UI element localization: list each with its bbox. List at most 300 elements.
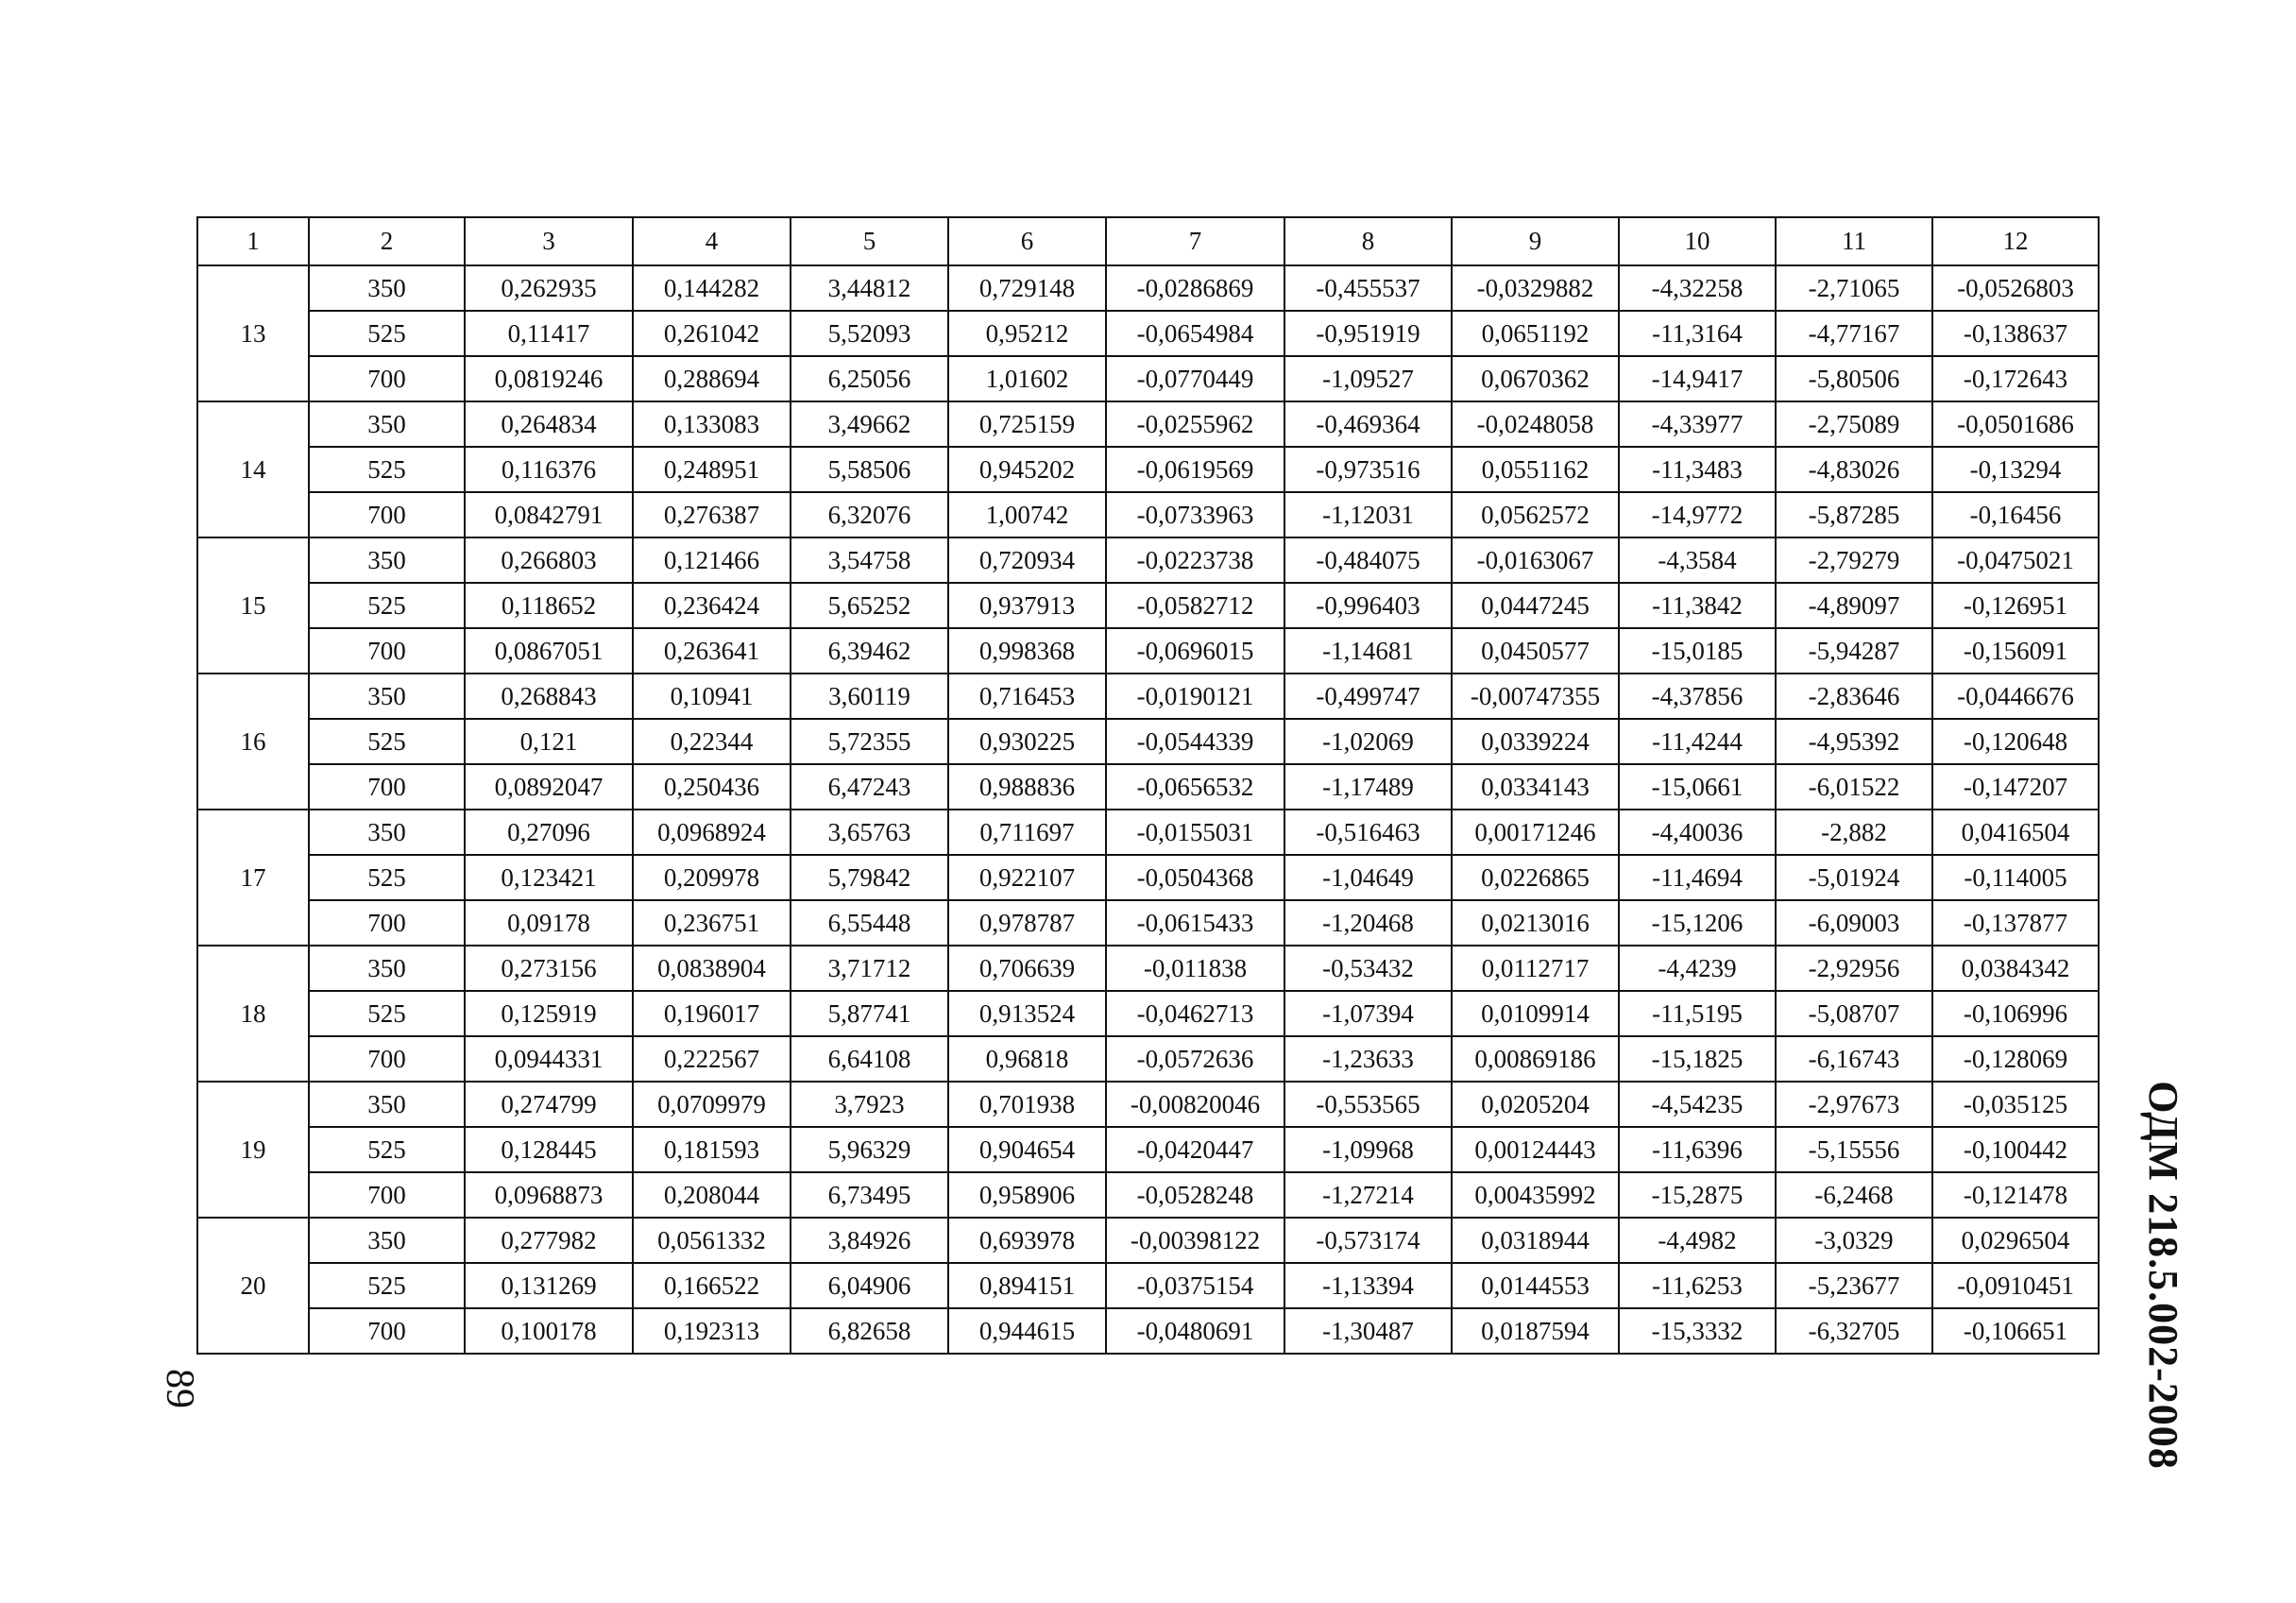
table-cell: 0,11417 [465, 311, 633, 356]
column-header: 3 [465, 217, 633, 265]
table-cell: -4,32258 [1619, 265, 1776, 311]
table-cell: -0,128069 [1932, 1036, 2099, 1082]
table-cell: -1,13394 [1284, 1263, 1452, 1308]
table-cell: -0,0528248 [1106, 1172, 1284, 1218]
table-cell: -0,499747 [1284, 674, 1452, 719]
table-cell: 0,0551162 [1452, 447, 1619, 492]
row-parameter-cell: 525 [309, 1127, 465, 1172]
table-row [197, 1082, 2099, 1127]
table-cell: -15,0661 [1619, 764, 1776, 810]
table-cell: -2,882 [1776, 810, 1932, 855]
table-cell: -14,9772 [1619, 492, 1776, 537]
column-header: 12 [1932, 217, 2099, 265]
table-cell: -0,573174 [1284, 1218, 1452, 1263]
table-cell: -0,00747355 [1452, 674, 1619, 719]
table-cell: -5,15556 [1776, 1127, 1932, 1172]
table-row [197, 265, 2099, 311]
row-parameter-cell: 700 [309, 356, 465, 401]
group-number-cell: 18 [197, 946, 309, 1082]
table-cell: 0,209978 [633, 855, 791, 900]
table-cell: 0,725159 [948, 401, 1106, 447]
table-cell: -0,0329882 [1452, 265, 1619, 311]
table-cell: 0,196017 [633, 991, 791, 1036]
table-cell: -0,011838 [1106, 946, 1284, 991]
table-cell: 0,0562572 [1452, 492, 1619, 537]
table-cell: 0,711697 [948, 810, 1106, 855]
table-cell: -0,0480691 [1106, 1308, 1284, 1354]
table-cell: -5,80506 [1776, 356, 1932, 401]
column-header: 7 [1106, 217, 1284, 265]
table-cell: -5,87285 [1776, 492, 1932, 537]
table-cell: -15,2875 [1619, 1172, 1776, 1218]
table-cell: 0,930225 [948, 719, 1106, 764]
table-row [197, 719, 2099, 764]
table-row [197, 311, 2099, 356]
table-cell: 0,236424 [633, 583, 791, 628]
table-cell: 0,958906 [948, 1172, 1106, 1218]
table-cell: 3,44812 [791, 265, 948, 311]
table-cell: 0,123421 [465, 855, 633, 900]
table-cell: 3,65763 [791, 810, 948, 855]
table-cell: 6,25056 [791, 356, 948, 401]
document-code: ОДМ 218.5.002-2008 [2140, 1081, 2186, 1470]
table-cell: -0,553565 [1284, 1082, 1452, 1127]
table-cell: -11,4694 [1619, 855, 1776, 900]
table-body [197, 217, 2099, 1354]
table-cell: 0,0318944 [1452, 1218, 1619, 1263]
table-cell: -6,32705 [1776, 1308, 1932, 1354]
table-cell: 0,95212 [948, 311, 1106, 356]
table-cell: 0,100178 [465, 1308, 633, 1354]
column-header: 11 [1776, 217, 1932, 265]
table-cell: 0,0819246 [465, 356, 633, 401]
table-cell: 0,922107 [948, 855, 1106, 900]
table-cell: 0,125919 [465, 991, 633, 1036]
table-cell: 0,22344 [633, 719, 791, 764]
table-cell: 0,706639 [948, 946, 1106, 991]
table-cell: 3,60119 [791, 674, 948, 719]
row-parameter-cell: 700 [309, 900, 465, 946]
table-cell: -0,951919 [1284, 311, 1452, 356]
page-number: 89 [158, 1369, 201, 1408]
table-cell: -1,02069 [1284, 719, 1452, 764]
table-cell: 0,988836 [948, 764, 1106, 810]
table-cell: 6,73495 [791, 1172, 948, 1218]
table-row [197, 900, 2099, 946]
table-cell: 0,0112717 [1452, 946, 1619, 991]
table-cell: -1,17489 [1284, 764, 1452, 810]
table-row [197, 991, 2099, 1036]
row-parameter-cell: 525 [309, 991, 465, 1036]
table-cell: -0,114005 [1932, 855, 2099, 900]
table-cell: -15,1206 [1619, 900, 1776, 946]
table-cell: 0,0670362 [1452, 356, 1619, 401]
group-number-cell: 14 [197, 401, 309, 537]
table-cell: 0,27096 [465, 810, 633, 855]
table-cell: 0,0144553 [1452, 1263, 1619, 1308]
table-cell: 0,0447245 [1452, 583, 1619, 628]
table-cell: -4,4239 [1619, 946, 1776, 991]
table-cell: -11,6396 [1619, 1127, 1776, 1172]
table-cell: 0,0205204 [1452, 1082, 1619, 1127]
table-cell: -4,95392 [1776, 719, 1932, 764]
table-row [197, 447, 2099, 492]
table-cell: 1,00742 [948, 492, 1106, 537]
table-cell: 0,0867051 [465, 628, 633, 674]
table-cell: -1,30487 [1284, 1308, 1452, 1354]
table-cell: 0,945202 [948, 447, 1106, 492]
group-number-cell: 15 [197, 537, 309, 674]
row-parameter-cell: 525 [309, 311, 465, 356]
table-cell: -4,33977 [1619, 401, 1776, 447]
table-cell: -14,9417 [1619, 356, 1776, 401]
table-cell: -0,516463 [1284, 810, 1452, 855]
table-cell: -4,89097 [1776, 583, 1932, 628]
table-cell: -15,1825 [1619, 1036, 1776, 1082]
table-cell: -0,156091 [1932, 628, 2099, 674]
table-cell: 0,261042 [633, 311, 791, 356]
table-cell: 0,0561332 [633, 1218, 791, 1263]
row-parameter-cell: 350 [309, 810, 465, 855]
table-cell: 5,72355 [791, 719, 948, 764]
table-cell: 0,262935 [465, 265, 633, 311]
group-number-cell: 19 [197, 1082, 309, 1218]
table-cell: 0,00124443 [1452, 1127, 1619, 1172]
row-parameter-cell: 700 [309, 1036, 465, 1082]
table-cell: -4,3584 [1619, 537, 1776, 583]
table-row [197, 537, 2099, 583]
table-cell: -6,2468 [1776, 1172, 1932, 1218]
table-cell: -0,0420447 [1106, 1127, 1284, 1172]
table-cell: -0,138637 [1932, 311, 2099, 356]
table-cell: -0,0656532 [1106, 764, 1284, 810]
table-cell: 0,913524 [948, 991, 1106, 1036]
table-cell: 0,0450577 [1452, 628, 1619, 674]
row-parameter-cell: 350 [309, 265, 465, 311]
table-cell: 3,7923 [791, 1082, 948, 1127]
table-row [197, 1263, 2099, 1308]
table-row [197, 583, 2099, 628]
table-cell: -11,5195 [1619, 991, 1776, 1036]
table-cell: -2,92956 [1776, 946, 1932, 991]
table-cell: -11,4244 [1619, 719, 1776, 764]
table-cell: -0,035125 [1932, 1082, 2099, 1127]
table-cell: -0,121478 [1932, 1172, 2099, 1218]
table-cell: 0,0944331 [465, 1036, 633, 1082]
table-cell: 0,998368 [948, 628, 1106, 674]
table-cell: 3,54758 [791, 537, 948, 583]
table-cell: 0,208044 [633, 1172, 791, 1218]
table-cell: 0,716453 [948, 674, 1106, 719]
table-cell: 0,118652 [465, 583, 633, 628]
table-cell: 0,0842791 [465, 492, 633, 537]
table-cell: -0,455537 [1284, 265, 1452, 311]
table-cell: -0,973516 [1284, 447, 1452, 492]
table-cell: 0,0109914 [1452, 991, 1619, 1036]
table-cell: -0,53432 [1284, 946, 1452, 991]
table-cell: 0,0968924 [633, 810, 791, 855]
group-number-cell: 20 [197, 1218, 309, 1354]
table-cell: 0,274799 [465, 1082, 633, 1127]
table-cell: 0,0838904 [633, 946, 791, 991]
table-cell: 0,729148 [948, 265, 1106, 311]
table-cell: 0,266803 [465, 537, 633, 583]
table-cell: 0,192313 [633, 1308, 791, 1354]
table-cell: -0,0248058 [1452, 401, 1619, 447]
table-cell: 0,904654 [948, 1127, 1106, 1172]
table-cell: -5,23677 [1776, 1263, 1932, 1308]
table-cell: 0,276387 [633, 492, 791, 537]
table-cell: -2,75089 [1776, 401, 1932, 447]
table-cell: 6,39462 [791, 628, 948, 674]
table-cell: -1,04649 [1284, 855, 1452, 900]
table-cell: -0,106996 [1932, 991, 2099, 1036]
table-row [197, 946, 2099, 991]
table-cell: 1,01602 [948, 356, 1106, 401]
table-cell: 5,65252 [791, 583, 948, 628]
table-cell: -0,106651 [1932, 1308, 2099, 1354]
column-header: 8 [1284, 217, 1452, 265]
table-cell: -0,00820046 [1106, 1082, 1284, 1127]
table-cell: -0,147207 [1932, 764, 2099, 810]
table-cell: -2,79279 [1776, 537, 1932, 583]
table-cell: -0,0155031 [1106, 810, 1284, 855]
table-cell: -0,0910451 [1932, 1263, 2099, 1308]
table-cell: -0,0544339 [1106, 719, 1284, 764]
table-cell: -4,83026 [1776, 447, 1932, 492]
table-cell: -0,0654984 [1106, 311, 1284, 356]
table-cell: -0,0619569 [1106, 447, 1284, 492]
table-cell: 0,720934 [948, 537, 1106, 583]
table-cell: 0,166522 [633, 1263, 791, 1308]
data-table [196, 216, 2100, 1355]
table-cell: 0,263641 [633, 628, 791, 674]
table-row [197, 401, 2099, 447]
table-cell: 0,0296504 [1932, 1218, 2099, 1263]
table-cell: 0,248951 [633, 447, 791, 492]
table-cell: 6,82658 [791, 1308, 948, 1354]
table-cell: -0,0526803 [1932, 265, 2099, 311]
table-row [197, 674, 2099, 719]
table-cell: 0,121466 [633, 537, 791, 583]
table-cell: -0,126951 [1932, 583, 2099, 628]
row-parameter-cell: 700 [309, 1308, 465, 1354]
table-cell: 0,937913 [948, 583, 1106, 628]
table-row [197, 855, 2099, 900]
table-cell: -0,0733963 [1106, 492, 1284, 537]
table-cell: 0,0416504 [1932, 810, 2099, 855]
table-cell: -0,16456 [1932, 492, 2099, 537]
row-parameter-cell: 525 [309, 447, 465, 492]
table-cell: -0,0615433 [1106, 900, 1284, 946]
table-cell: -15,0185 [1619, 628, 1776, 674]
table-cell: 6,32076 [791, 492, 948, 537]
table-cell: -4,37856 [1619, 674, 1776, 719]
table-row [197, 810, 2099, 855]
table-cell: -6,01522 [1776, 764, 1932, 810]
table-cell: 0,693978 [948, 1218, 1106, 1263]
table-cell: -1,09527 [1284, 356, 1452, 401]
table-cell: 0,116376 [465, 447, 633, 492]
table-row [197, 1036, 2099, 1082]
table-cell: -0,0223738 [1106, 537, 1284, 583]
table-cell: -1,23633 [1284, 1036, 1452, 1082]
table-cell: -0,13294 [1932, 447, 2099, 492]
row-parameter-cell: 350 [309, 537, 465, 583]
table-cell: 0,236751 [633, 900, 791, 946]
table-cell: 0,250436 [633, 764, 791, 810]
table-cell: 5,52093 [791, 311, 948, 356]
table-cell: 0,273156 [465, 946, 633, 991]
table-cell: 0,09178 [465, 900, 633, 946]
table-cell: -0,484075 [1284, 537, 1452, 583]
table-cell: -6,16743 [1776, 1036, 1932, 1082]
row-parameter-cell: 350 [309, 1082, 465, 1127]
column-header: 6 [948, 217, 1106, 265]
table-cell: -1,20468 [1284, 900, 1452, 946]
table-cell: 0,701938 [948, 1082, 1106, 1127]
table-cell: 0,0226865 [1452, 855, 1619, 900]
table-cell: -0,137877 [1932, 900, 2099, 946]
table-cell: 0,0892047 [465, 764, 633, 810]
table-cell: -0,0582712 [1106, 583, 1284, 628]
column-header: 10 [1619, 217, 1776, 265]
table-cell: -1,07394 [1284, 991, 1452, 1036]
column-header: 9 [1452, 217, 1619, 265]
table-cell: -0,0572636 [1106, 1036, 1284, 1082]
row-parameter-cell: 700 [309, 492, 465, 537]
table-cell: 0,121 [465, 719, 633, 764]
header-row [197, 217, 2099, 265]
table-cell: -0,0255962 [1106, 401, 1284, 447]
table-cell: -5,01924 [1776, 855, 1932, 900]
table-cell: -0,469364 [1284, 401, 1452, 447]
column-header: 4 [633, 217, 791, 265]
row-parameter-cell: 700 [309, 764, 465, 810]
group-number-cell: 13 [197, 265, 309, 401]
row-parameter-cell: 525 [309, 855, 465, 900]
table-cell: 0,0968873 [465, 1172, 633, 1218]
table-cell: 5,87741 [791, 991, 948, 1036]
table-cell: 0,944615 [948, 1308, 1106, 1354]
table-cell: 5,58506 [791, 447, 948, 492]
table-cell: -0,0770449 [1106, 356, 1284, 401]
table-cell: 0,0339224 [1452, 719, 1619, 764]
table-cell: 0,0187594 [1452, 1308, 1619, 1354]
column-header: 1 [197, 217, 309, 265]
table-cell: -5,94287 [1776, 628, 1932, 674]
table-cell: -1,09968 [1284, 1127, 1452, 1172]
table-cell: -0,120648 [1932, 719, 2099, 764]
table-cell: -11,3164 [1619, 311, 1776, 356]
table-cell: 0,264834 [465, 401, 633, 447]
table-cell: -0,0462713 [1106, 991, 1284, 1036]
table-cell: -0,0504368 [1106, 855, 1284, 900]
table-cell: -0,0375154 [1106, 1263, 1284, 1308]
table-cell: -0,100442 [1932, 1127, 2099, 1172]
table-cell: 0,00171246 [1452, 810, 1619, 855]
table-cell: 0,133083 [633, 401, 791, 447]
table-cell: -0,0163067 [1452, 537, 1619, 583]
table-row [197, 356, 2099, 401]
table-cell: -0,0286869 [1106, 265, 1284, 311]
table-cell: 3,71712 [791, 946, 948, 991]
table-cell: -6,09003 [1776, 900, 1932, 946]
table-cell: 6,04906 [791, 1263, 948, 1308]
table-cell: 0,131269 [465, 1263, 633, 1308]
table-cell: 0,0334143 [1452, 764, 1619, 810]
table-cell: 0,128445 [465, 1127, 633, 1172]
column-header: 2 [309, 217, 465, 265]
table-cell: -11,3483 [1619, 447, 1776, 492]
table-row [197, 1308, 2099, 1354]
table-cell: 0,181593 [633, 1127, 791, 1172]
table-cell: -4,77167 [1776, 311, 1932, 356]
table-cell: -0,996403 [1284, 583, 1452, 628]
group-number-cell: 17 [197, 810, 309, 946]
table-cell: 0,00869186 [1452, 1036, 1619, 1082]
table-cell: -4,54235 [1619, 1082, 1776, 1127]
table-cell: -15,3332 [1619, 1308, 1776, 1354]
table-cell: -0,00398122 [1106, 1218, 1284, 1263]
table-cell: 0,894151 [948, 1263, 1106, 1308]
table-cell: -4,40036 [1619, 810, 1776, 855]
row-parameter-cell: 700 [309, 628, 465, 674]
table-cell: 3,49662 [791, 401, 948, 447]
table-cell: 0,268843 [465, 674, 633, 719]
table-cell: -3,0329 [1776, 1218, 1932, 1263]
table-cell: -0,0501686 [1932, 401, 2099, 447]
table-cell: -1,14681 [1284, 628, 1452, 674]
table-cell: -1,12031 [1284, 492, 1452, 537]
table-cell: 0,288694 [633, 356, 791, 401]
table-row [197, 1172, 2099, 1218]
table-cell: 0,0709979 [633, 1082, 791, 1127]
table-cell: 6,64108 [791, 1036, 948, 1082]
table-cell: -11,3842 [1619, 583, 1776, 628]
group-number-cell: 16 [197, 674, 309, 810]
table-cell: 0,0213016 [1452, 900, 1619, 946]
table-cell: 6,55448 [791, 900, 948, 946]
table-cell: -11,6253 [1619, 1263, 1776, 1308]
table-row [197, 628, 2099, 674]
table-cell: 0,96818 [948, 1036, 1106, 1082]
row-parameter-cell: 700 [309, 1172, 465, 1218]
table-cell: 0,978787 [948, 900, 1106, 946]
table-cell: 6,47243 [791, 764, 948, 810]
table-cell: -4,4982 [1619, 1218, 1776, 1263]
table-cell: -5,08707 [1776, 991, 1932, 1036]
table-cell: -2,71065 [1776, 265, 1932, 311]
row-parameter-cell: 350 [309, 674, 465, 719]
table-cell: 0,0651192 [1452, 311, 1619, 356]
table-cell: 0,144282 [633, 265, 791, 311]
row-parameter-cell: 350 [309, 1218, 465, 1263]
table-cell: 3,84926 [791, 1218, 948, 1263]
table-cell: -0,0190121 [1106, 674, 1284, 719]
table-cell: 0,0384342 [1932, 946, 2099, 991]
table-cell: 0,277982 [465, 1218, 633, 1263]
table-row [197, 764, 2099, 810]
row-parameter-cell: 525 [309, 719, 465, 764]
row-parameter-cell: 350 [309, 401, 465, 447]
table-cell: 0,00435992 [1452, 1172, 1619, 1218]
table-cell: -0,0475021 [1932, 537, 2099, 583]
table-cell: -0,172643 [1932, 356, 2099, 401]
table-row [197, 492, 2099, 537]
row-parameter-cell: 350 [309, 946, 465, 991]
table-cell: -0,0446676 [1932, 674, 2099, 719]
